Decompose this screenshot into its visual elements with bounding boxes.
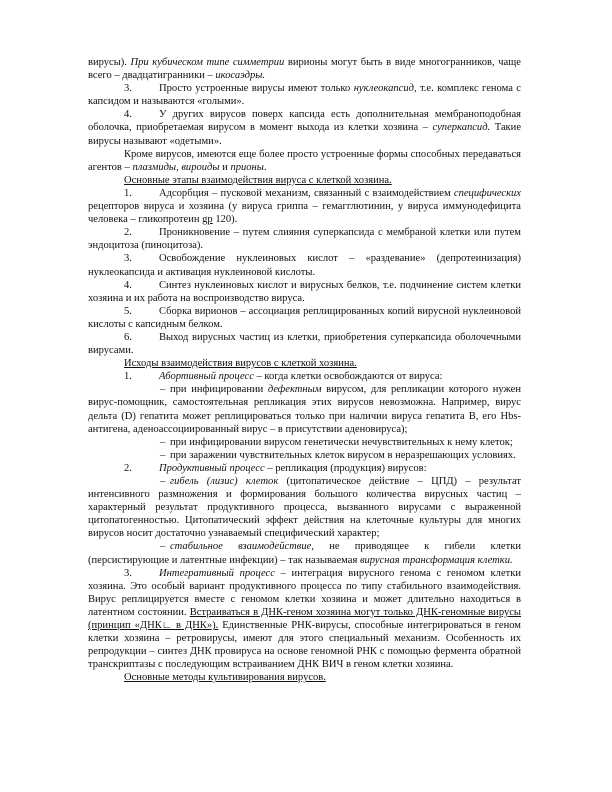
section-heading bbox=[88, 357, 521, 370]
list-dash: – bbox=[160, 476, 166, 487]
section-heading bbox=[88, 671, 521, 684]
paragraph bbox=[88, 305, 521, 331]
text-run: Продуктивный процесс bbox=[159, 462, 265, 474]
text-run: рецепторов вируса и хозяина (у вируса гриппа – гемагглютинин, у вируса иммунодефицита человека – гликопротеин bbox=[88, 201, 521, 226]
list-dash: – bbox=[160, 449, 166, 461]
text-run: в ДНК»). bbox=[172, 620, 219, 632]
list-dash: – bbox=[160, 436, 166, 448]
text-run: , не приводящее к гибели клетки (персистирующие и латентные инфекции) – так называемая bbox=[88, 541, 521, 566]
text-run: У других вирусов поверх капсида есть дополнительная мембраноподобная оболочка, приобретаемая вирусом в момент выхода из клетки хозяина – bbox=[88, 109, 521, 134]
paragraph bbox=[88, 187, 521, 226]
paragraph bbox=[88, 436, 521, 449]
text-run: специфических bbox=[453, 187, 521, 199]
list-number: 5. bbox=[124, 305, 132, 317]
text-run: при заражении чувствительных клеток вирусом в неразрешающих условиях. bbox=[170, 449, 516, 461]
text-run: вирусы). bbox=[88, 57, 131, 68]
text-run: (цитопатическое действие – ЦПД) – результат интенсивного размножения и формирования большого количества вирусных частиц – характерный результат продуктивного процесса, вызванного вирусами с выраженной цитопатогенностью. Цитопатический эффект действия на клеточные культуры для многих вирусов носит достаточно узнаваемый специфический характер; bbox=[88, 476, 521, 540]
text-run: Основные методы культивирования вирусов. bbox=[124, 672, 326, 684]
text-run: Выход вирусных частиц из клетки, приобретения суперкапсида оболочечными вирусами. bbox=[88, 331, 521, 357]
paragraph bbox=[88, 82, 521, 108]
paragraph bbox=[88, 449, 521, 462]
list-number: 2. bbox=[124, 227, 132, 239]
text-run: Интегративный процесс bbox=[159, 567, 275, 579]
paragraph bbox=[88, 370, 521, 383]
paragraph bbox=[88, 462, 521, 475]
text-run: Такие вирусы называют «одетыми». bbox=[88, 122, 522, 147]
paragraph bbox=[88, 475, 521, 540]
text-run: и bbox=[219, 161, 231, 173]
text-run: При кубическом типе симметрии bbox=[130, 57, 285, 68]
text-run: Синтез нуклеиновых кислот и вирусных белков, т.е. подчинение систем клетки хозяина и их работа на воспроизводство вируса. bbox=[88, 279, 521, 304]
text-run: Освобождение нуклеиновых кислот – «раздевание» (депротеинизация) нуклеокапсида и активация нуклеиновой кислоты. bbox=[88, 253, 521, 278]
text-run: икосаэдры. bbox=[215, 70, 266, 82]
paragraph bbox=[88, 383, 521, 435]
text-run: при инфицировании вирусом генетически нечувствительных к нему клеток; bbox=[170, 436, 513, 448]
text-run: – интеграция вирусного генома с геномом клетки хозяина. Это особый вариант продуктивного процесса по типу стабильного взаимодействия. Вирус реплицируется вместе с геномом клетки хозяина и может длительно находиться в латентном состоянии. bbox=[88, 567, 521, 618]
text-run: – когда клетки освобождаются от вируса: bbox=[253, 371, 443, 383]
list-dash: – bbox=[160, 541, 166, 553]
text-run: 120). bbox=[212, 214, 238, 226]
paragraph bbox=[88, 108, 521, 147]
section-heading bbox=[88, 174, 521, 187]
list-number: 3. bbox=[124, 567, 132, 579]
list-number: 2. bbox=[124, 462, 132, 474]
list-number: 4. bbox=[124, 279, 132, 291]
text-run: gp bbox=[202, 214, 213, 226]
list-number: 3. bbox=[124, 253, 132, 265]
text-run: Основные этапы взаимодействия вируса с клеткой хозяина. bbox=[124, 174, 392, 186]
list-dash: – bbox=[160, 384, 166, 396]
list-number: 6. bbox=[124, 331, 132, 343]
paragraph bbox=[88, 56, 521, 82]
document-body bbox=[88, 56, 521, 685]
paragraph bbox=[88, 226, 521, 252]
list-number: 1. bbox=[124, 187, 132, 199]
text-run: Абортивный процесс bbox=[159, 371, 254, 383]
text-run: дефектным bbox=[267, 384, 322, 396]
text-run: Адсорбция – пусковой механизм, связанный с взаимодействием bbox=[159, 187, 454, 199]
text-run: Встраиваться в ДНК-геном хозяина могут только ДНК-геномные вирусы (принцип «ДНК bbox=[88, 606, 521, 632]
text-run: суперкапсид. bbox=[432, 122, 491, 134]
text-run: Сборка вирионов – ассоциация реплицированных копий вирусной нуклеиновой кислоты с капсидным белком. bbox=[88, 305, 521, 330]
paragraph bbox=[88, 567, 521, 672]
text-run: Проникновение – путем слияния суперкапсида с мембраной клетки или путем эндоцитоза (пиноцитоза). bbox=[88, 227, 521, 252]
text-run: Исходы взаимодействия вирусов с клеткой хозяина. bbox=[124, 358, 357, 370]
text-run: вирионы могут быть в виде многогранников, чаще всего – двадцатигранники – bbox=[88, 57, 521, 82]
text-run: плазмиды, вироиды bbox=[132, 161, 220, 173]
text-run: , т.е. комплекс генома с капсидом и называются «голыми». bbox=[88, 83, 521, 108]
text-run: Единственные РНК-вирусы, способные интегрироваться в геном клетки хозяина – ретровирусы, имеют для этого специальный механизм. Особенность их репродукции – синтез ДНК провируса на основе геномной РНК с помощью фермента обратной транскриптазы с последующим встраиванием ДНК ВИЧ в геном клетки хозяина. bbox=[88, 620, 521, 671]
paragraph bbox=[88, 148, 521, 174]
text-run: – репликация (продукция) вирусов: bbox=[264, 462, 427, 474]
text-run: при инфицировании bbox=[170, 384, 268, 396]
paragraph bbox=[88, 252, 521, 278]
text-run: прионы bbox=[230, 161, 264, 173]
text-run: вирусная трансформация клетки. bbox=[359, 554, 513, 566]
text-run: Просто устроенные вирусы имеют только bbox=[159, 83, 354, 95]
text-run: гибель (лизис) клеток bbox=[170, 476, 279, 487]
text-run: стабильное взаимодействие bbox=[170, 541, 312, 553]
paragraph bbox=[88, 540, 521, 566]
text-run: Кроме вирусов, имеются еще более просто устроенные формы способных передаваться агентов – bbox=[88, 148, 521, 173]
paragraph bbox=[88, 279, 521, 305]
list-number: 1. bbox=[124, 371, 132, 383]
text-run: ∟ bbox=[161, 620, 173, 632]
paragraph bbox=[88, 331, 521, 357]
list-number: 3. bbox=[124, 83, 132, 95]
list-number: 4. bbox=[124, 109, 132, 121]
text-run: вирусом, для репликации которого нужен вирус-помощник, самостоятельная репликация этих вирусов невозможна. Например, вирус дельта (D) гепатита может реплицироваться только при наличии вируса гепатита В, его Hbs-антигена, аденоассоциированный вирус – в присутствии аденовируса); bbox=[88, 384, 521, 435]
text-run: . bbox=[263, 161, 267, 173]
text-run: нуклеокапсид bbox=[353, 83, 414, 95]
